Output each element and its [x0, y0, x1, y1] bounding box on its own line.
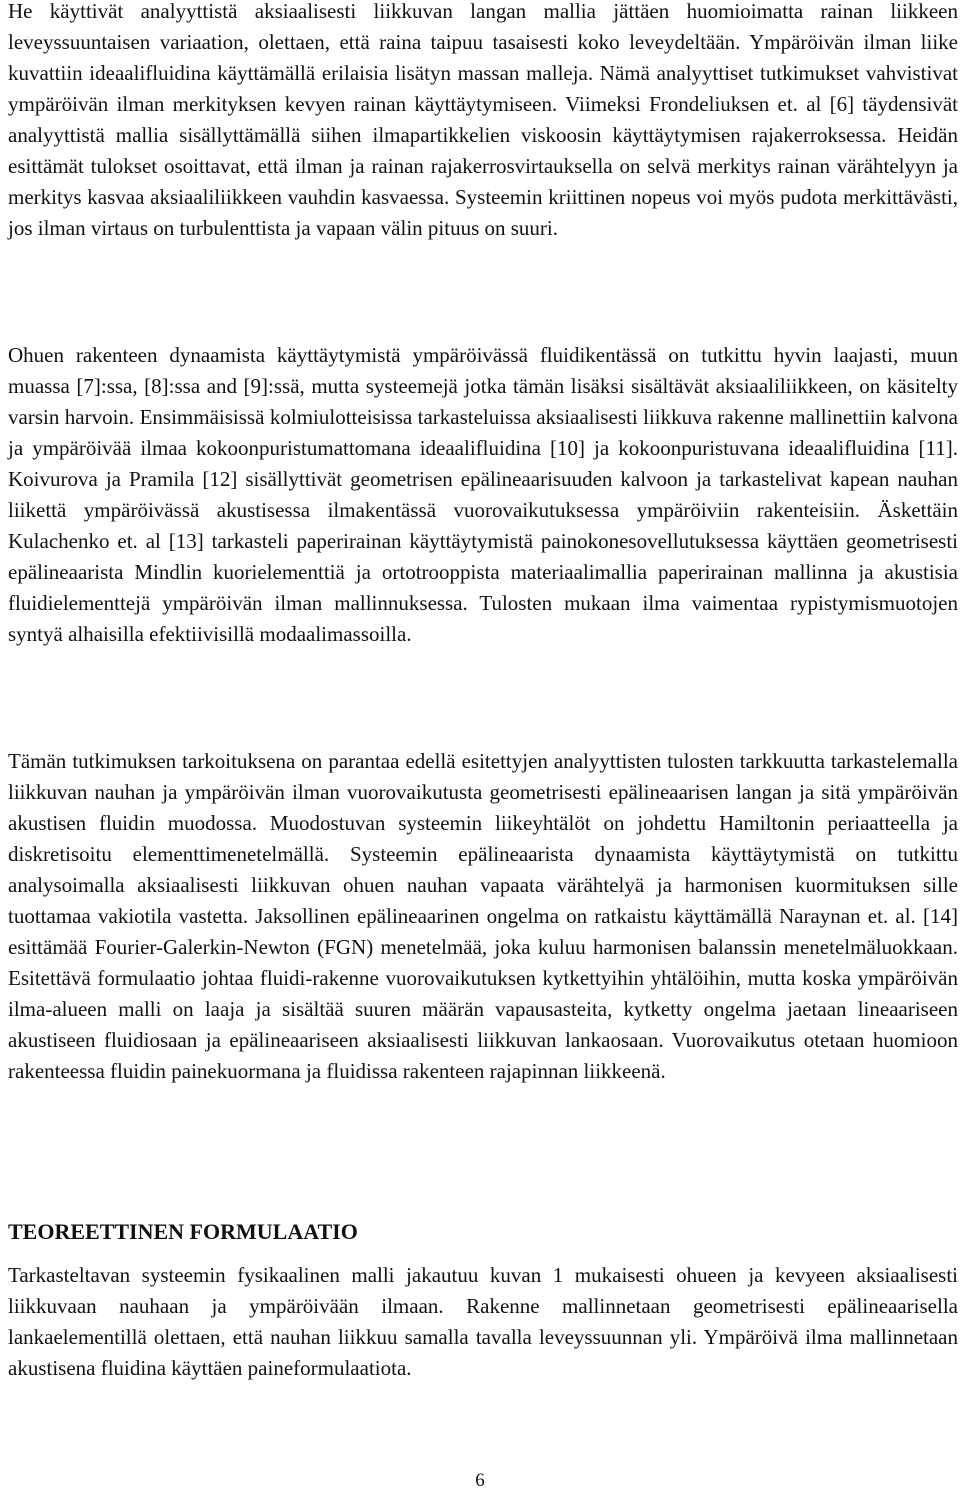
section-paragraph: Tarkasteltavan systeemin fysikaalinen malli jakautuu kuvan 1 mukaisesti ohueen ja kevyeen aksiaalisesti liikkuvaan nauhaan ja ympäröivään ilmaan. Rakenne mallinnetaan geometrisesti epälineaarisella lankaelementillä olettaen, että nauhan liikkuu samalla tavalla leveyssuunnan yli. Ympäröivä ilma mallinnetaan akustisena fluidina käyttäen paineformulaatiota. [8, 1263, 958, 1380]
section-heading: TEOREETTINEN FORMULAATIO [8, 1219, 358, 1244]
body-paragraph-3: Tämän tutkimuksen tarkoituksena on parantaa edellä esitettyjen analyyttisten tulosten tarkkuutta tarkastelemalla liikkuvan nauhan ja ympäröivän ilman vuorovaikutusta geometrisesti epälineaarisen langan ja sitä ympäröivän akustisen fluidin muodossa. Muodostuvan systeemin liikeyhtälöt on johdettu Hamiltonin periaatteella ja diskretisoitu elementtimenetelmällä. Systeemin epälineaarista dynaamista käyttäytymistä on tutkittu analysoimalla aksiaalisesti liikkuvan ohuen nauhan vapaata värähtelyä ja harmonisen kuormituksen sille tuottamaa vakiotila vastetta. Jaksollinen epälineaarinen ongelma on ratkaistu käyttämällä Naraynan et. al. [14] esittämää Fourier-Galerkin-Newton (FGN) menetelmää, joka kuluu harmonisen balanssin menetelmäluokkaan. Esitettävä formulaatio johtaa fluidi-rakenne vuorovaikutuksen kytkettyihin yhtälöihin, mutta koska ympäröivän ilma-alueen malli on laaja ja sisältää suuren määrän vapausasteita, kytketty ongelma jaetaan lineaariseen akustiseen fluidiosaan ja epälineaariseen aksiaalisesti liikkuvan lankaosaan. Vuorovaikutus otetaan huomioon rakenteessa fluidin painekuormana ja fluidissa rakenteen rajapinnan liikkeenä. [8, 749, 958, 1083]
page-number: 6 [475, 1470, 485, 1491]
body-paragraph-2: Ohuen rakenteen dynaamista käyttäytymistä ympäröivässä fluidikentässä on tutkittu hyvin laajasti, muun muassa [7]:ssa, [8]:ssa and [9]:ssä, mutta systeemejä jotka tämän lisäksi sisältävät aksiaaliliikkeen, on käsitelty varsin harvoin. Ensimmäisissä kolmiulotteisissa tarkasteluissa aksiaalisesti liikkuva rakenne mallinettiin kalvona ja ympäröivää ilmaa kokoonpuristumattomana ideaalifluidina [10] ja kokoonpuristuvana ideaalifluidina [11]. Koivurova ja Pramila [12] sisällyttivät geometrisen epälineaarisuuden kalvoon ja tarkastelivat kapean nauhan liikettä ympäröivässä akustisessa ilmakentässä vuorovaikutuksessa ympäröiviin rakenteisiin. Äskettäin Kulachenko et. al [13] tarkasteli paperirainan käyttäytymistä painokonesovellutuksessa käyttäen geometrisesti epälineaarista Mindlin kuorielementtiä ja ortotrooppista materiaalimallia paperirainan mallinna ja akustisia fluidielementtejä ympäröivän ilman mallinnuksessa. Tulosten mukaan ilma vaimentaa rypistymismuotojen syntyä alhaisilla efektiivisillä modaalimassoilla. [8, 343, 958, 646]
body-paragraph-1: He käyttivät analyyttistä aksiaalisesti liikkuvan langan mallia jättäen huomioimatta rainan liikkeen leveyssuuntaisen variaation, olettaen, että raina taipuu tasaisesti koko leveydeltään. Ympäröivän ilman liike kuvattiin ideaalifluidina käyttämällä erilaisia lisätyn massan malleja. Nämä analyyttiset tutkimukset vahvistivat ympäröivän ilman merkityksen kevyen rainan käyttäytymiseen. Viimeksi Frondeliuksen et. al [6] täydensivät analyyttistä mallia sisällyttämällä siihen ilmapartikkelien viskoosin käyttäytymisen rajakerroksessa. Heidän esittämät tulokset osoittavat, että ilman ja rainan rajakerrosvirtauksella on selvä merkitys rainan värähtelyyn ja merkitys kasvaa aksiaaliliikkeen vauhdin kasvaessa. Systeemin kriittinen nopeus voi myös pudota merkittävästi, jos ilman virtaus on turbulenttista ja vapaan välin pituus on suuri. [8, 0, 958, 240]
